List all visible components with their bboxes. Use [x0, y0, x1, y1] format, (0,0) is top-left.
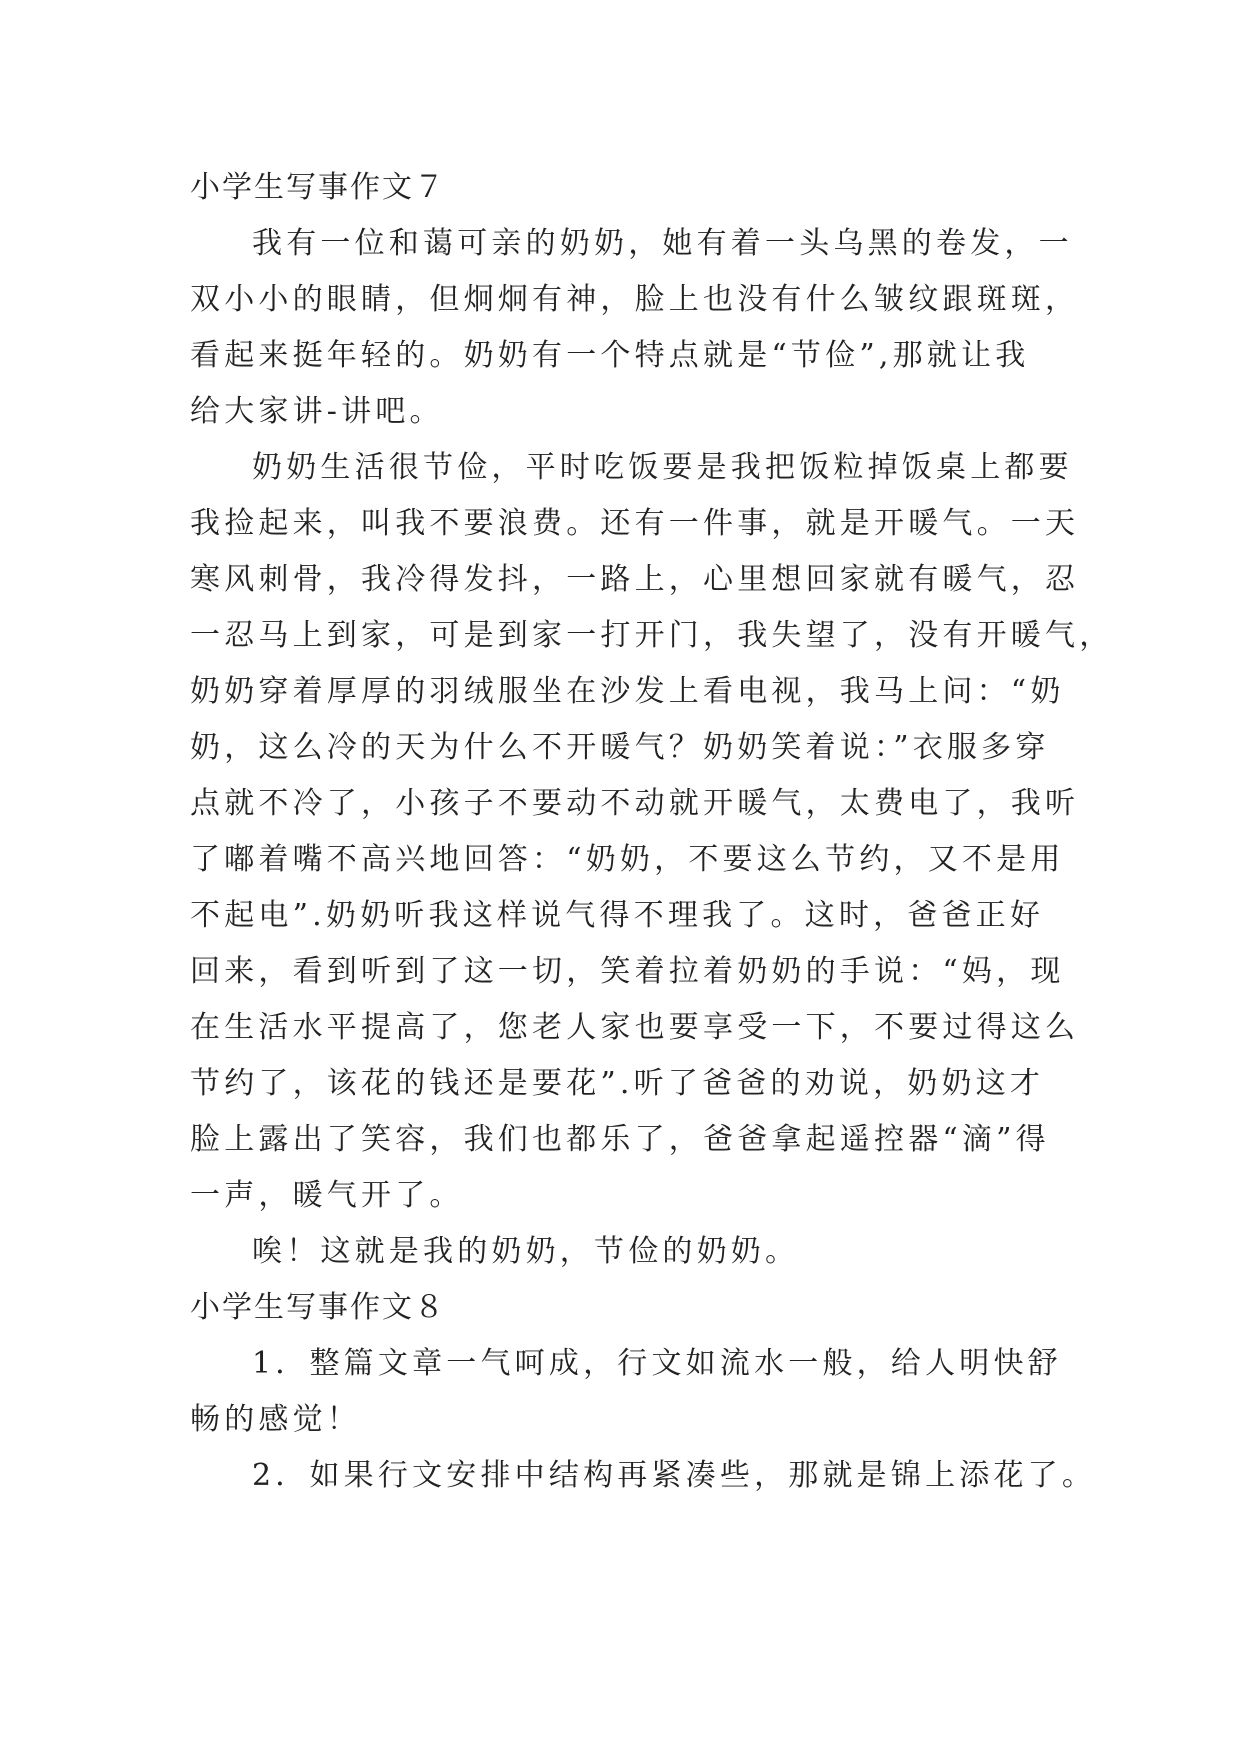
essay-line: 一声，暖气开了。: [190, 1178, 464, 1213]
essay-line: 点就不冷了，小孩子不要动不动就开暖气，太费电了，我听: [190, 786, 1080, 821]
essay-title: 小学生写事作文７: [190, 170, 446, 205]
essay-line: 回来，看到听到了这一切，笑着拉着奶奶的手说：“妈，现: [190, 954, 1065, 989]
essay-title: 小学生写事作文８: [190, 1290, 446, 1325]
essay-line: 寒风刺骨，我冷得发抖，一路上，心里想回家就有暖气，忍: [190, 562, 1080, 597]
essay-line: 不起电”.奶奶听我这样说气得不理我了。这时，爸爸正好: [190, 898, 1045, 933]
essay-line: 奶，这么冷的天为什么不开暖气？奶奶笑着说：”衣服多穿: [190, 730, 1050, 765]
essay-line: 脸上露出了笑容，我们也都乐了，爸爸拿起遥控器“滴”得: [190, 1122, 1050, 1157]
essay-line: 我有一位和蔼可亲的奶奶，她有着一头乌黑的卷发，一: [252, 226, 1073, 261]
essay-line: 奶奶穿着厚厚的羽绒服坐在沙发上看电视，我马上问：“奶: [190, 674, 1065, 709]
essay-line: 奶奶生活很节俭，平时吃饭要是我把饭粒掉饭桌上都要: [252, 450, 1073, 485]
essay-line: 一忍马上到家，可是到家一打开门，我失望了，没有开暖气，: [190, 618, 1114, 653]
essay-line: 看起来挺年轻的。奶奶有一个特点就是“节俭”,那就让我: [190, 338, 1030, 373]
essay-line: 双小小的眼睛，但炯炯有神，脸上也没有什么皱纹跟斑斑，: [190, 282, 1080, 317]
essay-line: 2．如果行文安排中结构再紧凑些，那就是锦上添花了。: [252, 1458, 1097, 1493]
essay-line: 畅的感觉！: [190, 1402, 361, 1437]
essay-line: 给大家讲-讲吧。: [190, 394, 444, 429]
essay-line: 了嘟着嘴不高兴地回答：“奶奶，不要这么节约，又不是用: [190, 842, 1065, 877]
essay-line: 唉！这就是我的奶奶，节俭的奶奶。: [252, 1234, 800, 1269]
essay-line: 节约了，该花的钱还是要花”.听了爸爸的劝说，奶奶这才: [190, 1066, 1045, 1101]
essay-line: 我捡起来，叫我不要浪费。还有一件事，就是开暖气。一天: [190, 506, 1080, 541]
essay-line: 1．整篇文章一气呵成，行文如流水一般，给人明快舒: [252, 1346, 1062, 1381]
essay-line: 在生活水平提高了，您老人家也要享受一下，不要过得这么: [190, 1010, 1080, 1045]
